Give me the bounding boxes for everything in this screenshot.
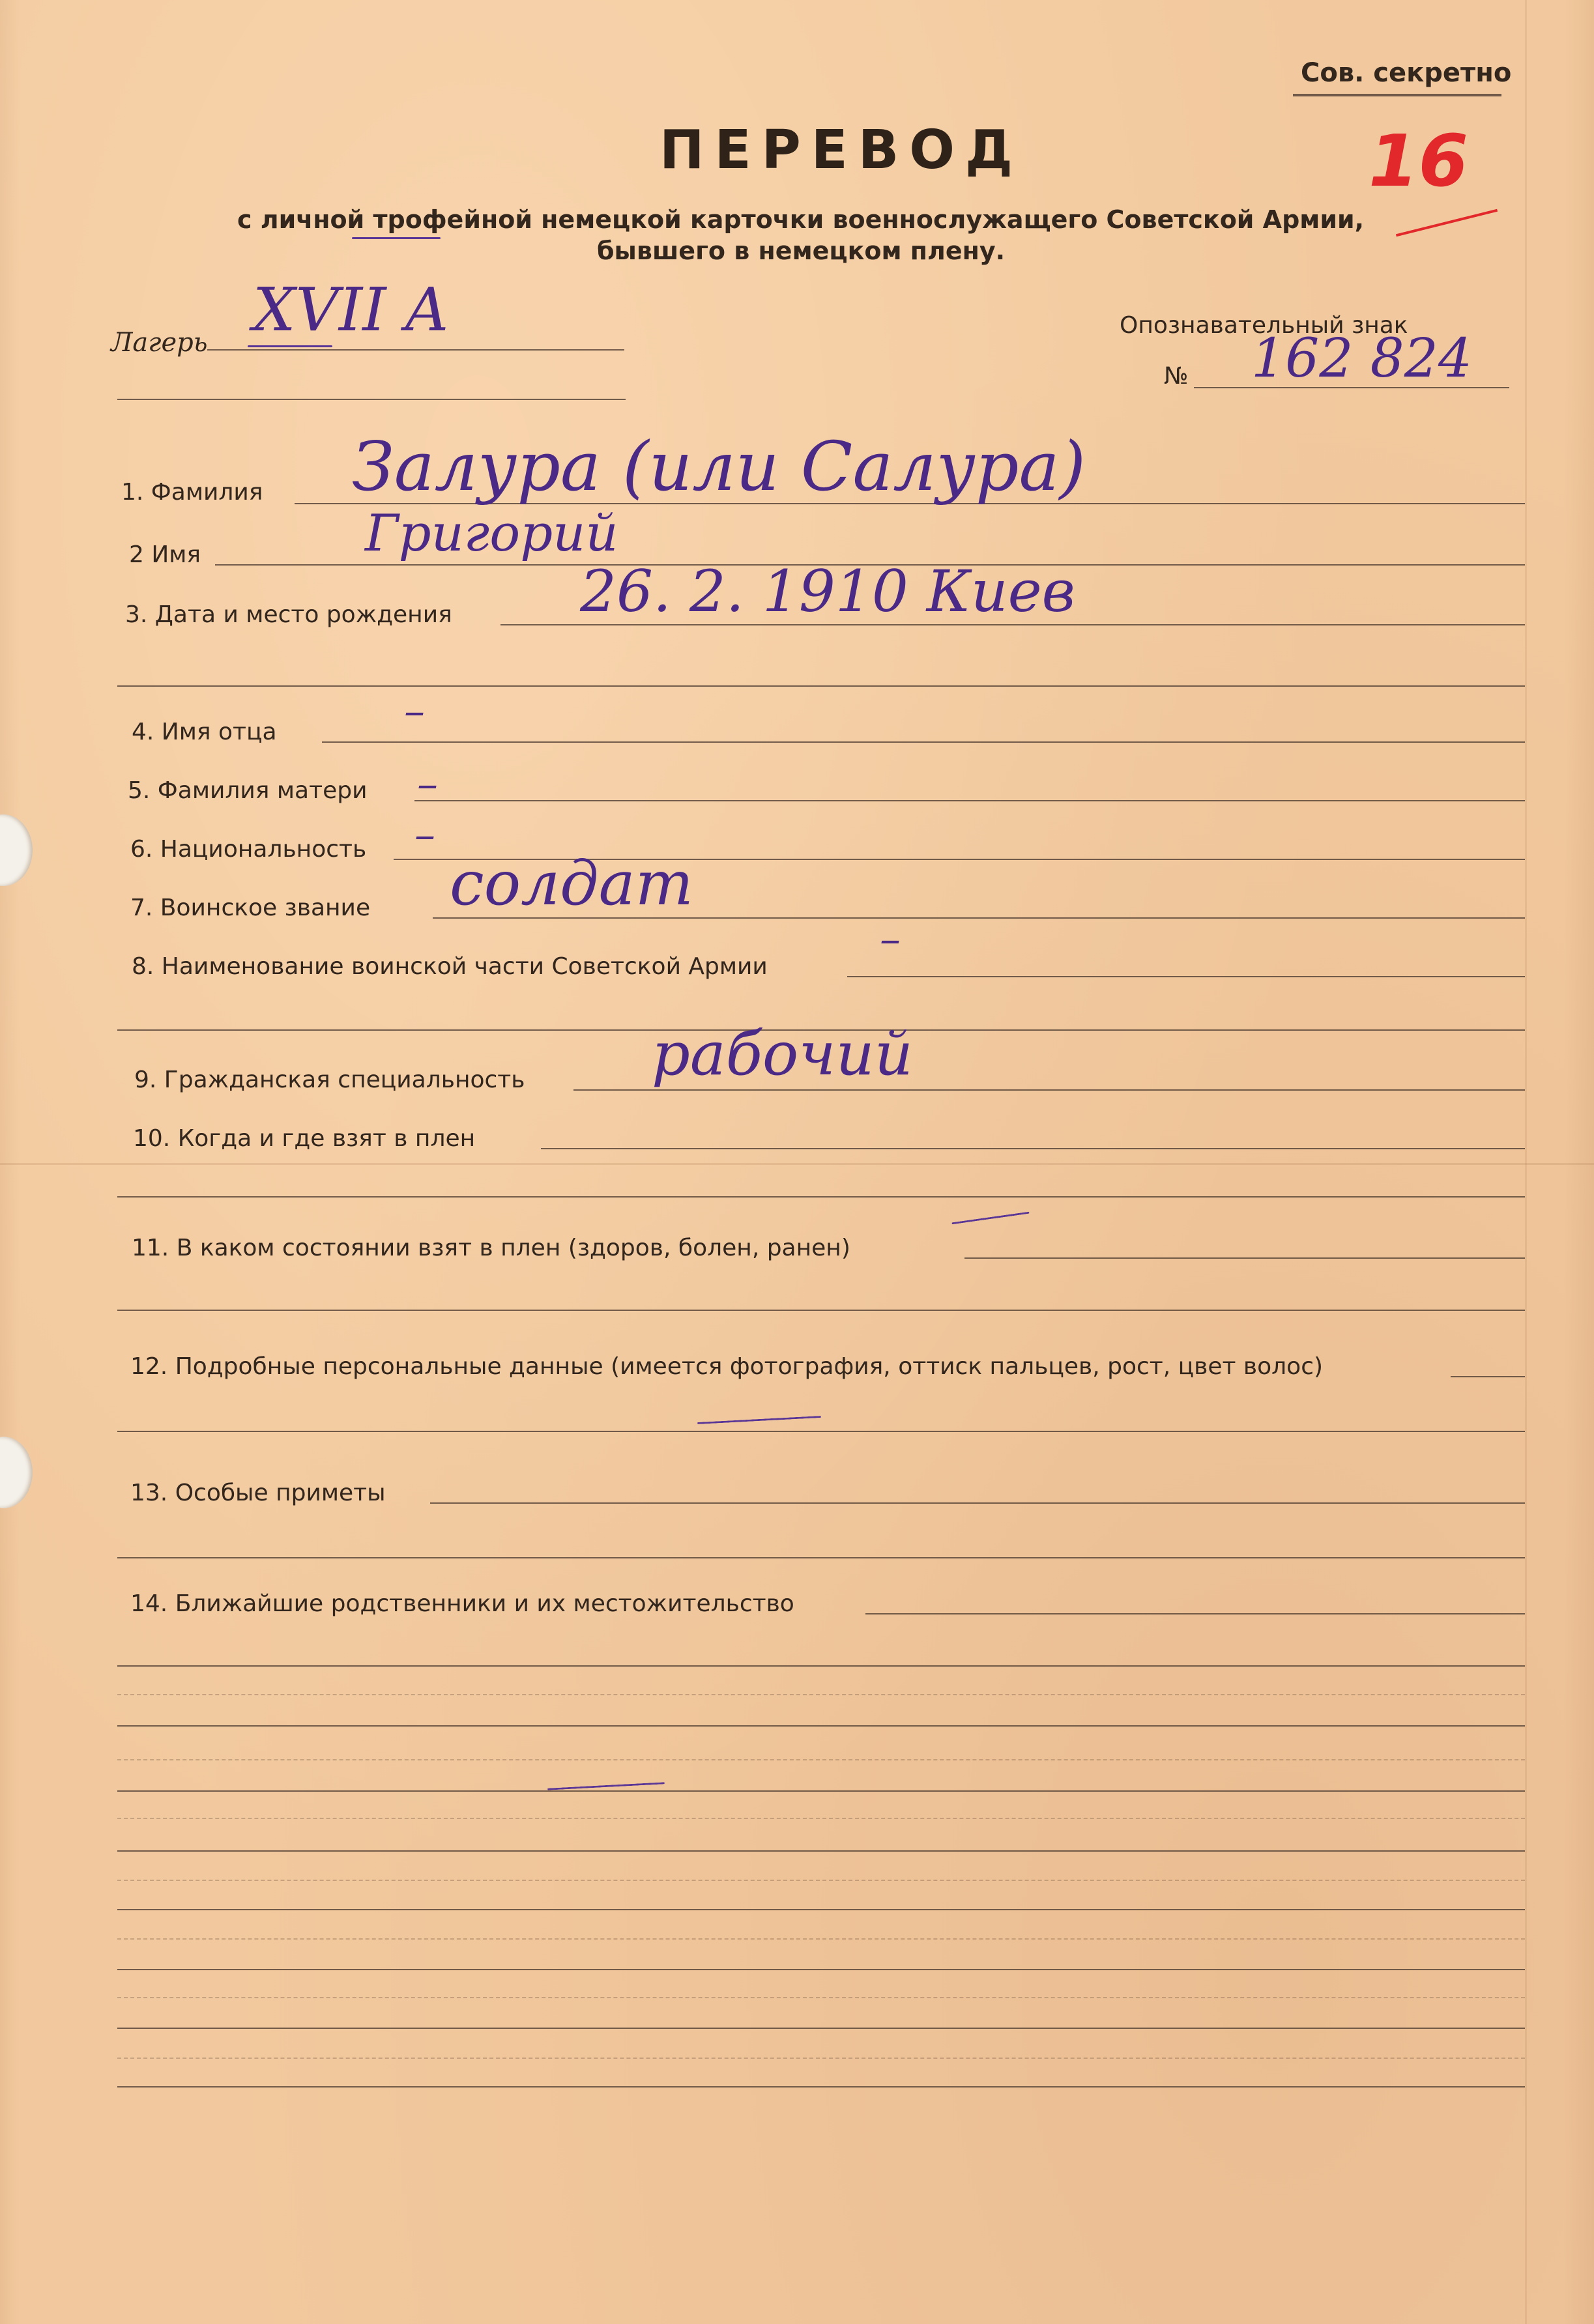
field-label: 7. Воинское звание bbox=[130, 895, 371, 921]
handwritten-underline bbox=[248, 345, 332, 347]
field-line bbox=[117, 2028, 1525, 2029]
id-tag-number-sign: № bbox=[1164, 363, 1189, 390]
mother-surname-value: – bbox=[417, 760, 438, 809]
id-tag-label: Опознавательный знак bbox=[1120, 312, 1408, 339]
field-label: 8. Наименование воинской части Советской Армии bbox=[132, 953, 768, 980]
surname-value: Залура (или Салура) bbox=[352, 427, 1086, 506]
camp-label: Лагерь bbox=[111, 328, 208, 358]
punch-hole bbox=[0, 814, 33, 886]
guide-rule bbox=[117, 1759, 1525, 1760]
camp-value: XVII A bbox=[253, 275, 449, 345]
field-line bbox=[964, 1257, 1525, 1259]
page-number-underline bbox=[1396, 209, 1498, 237]
field-line bbox=[117, 1310, 1525, 1311]
field-line bbox=[430, 1502, 1525, 1504]
paper-fold bbox=[0, 1163, 1594, 1165]
field-label: 5. Фамилия матери bbox=[128, 777, 368, 804]
field-line bbox=[322, 741, 1525, 743]
page-number: 16 bbox=[1369, 119, 1469, 203]
field-line bbox=[117, 1431, 1525, 1432]
field-label: 13. Особые приметы bbox=[130, 1480, 386, 1506]
field-label: 6. Национальность bbox=[130, 836, 367, 863]
birth-value: 26. 2. 1910 Киев bbox=[580, 558, 1075, 625]
id-tag-value: 162 824 bbox=[1251, 328, 1473, 390]
field-line bbox=[541, 1148, 1525, 1149]
field-line bbox=[1451, 1376, 1525, 1377]
father-name-value: – bbox=[404, 687, 425, 736]
rank-value: солдат bbox=[450, 848, 693, 919]
camp-line bbox=[207, 349, 624, 351]
guide-rule bbox=[117, 2058, 1525, 2059]
field-line bbox=[117, 2086, 1525, 2087]
field-line bbox=[117, 1196, 1525, 1198]
paper-fold bbox=[1525, 0, 1527, 2324]
field-label: 4. Имя отца bbox=[132, 719, 277, 745]
document-title: ПЕРЕВОД bbox=[659, 119, 1023, 181]
handwritten-dash bbox=[547, 1782, 665, 1790]
handwritten-dash bbox=[951, 1212, 1029, 1225]
field-label: 2 Имя bbox=[129, 541, 201, 568]
classification-stamp: Сов. секретно bbox=[1301, 58, 1512, 88]
field-label: 12. Подробные персональные данные (имеется фотография, оттиск пальцев, рост, цвет волос) bbox=[130, 1353, 1324, 1380]
document-subtitle: с личной трофейной немецкой карточки военнослужащего Советской Армии, bbox=[237, 205, 1365, 234]
field-label: 11. В каком состоянии взят в плен (здоров, болен, ранен) bbox=[132, 1235, 850, 1261]
punch-hole bbox=[0, 1437, 33, 1508]
guide-rule bbox=[117, 1694, 1525, 1695]
first-name-value: Григорий bbox=[365, 504, 618, 563]
field-line bbox=[117, 1665, 1525, 1667]
field-line bbox=[865, 1613, 1525, 1614]
unit-value: – bbox=[880, 915, 901, 964]
field-line bbox=[117, 1557, 1525, 1558]
field-label: 14. Ближайшие родственники и их местожительство bbox=[130, 1590, 794, 1617]
field-label: 3. Дата и место рождения bbox=[125, 601, 452, 628]
guide-rule bbox=[117, 1880, 1525, 1881]
document-subtitle: бывшего в немецком плену. bbox=[597, 237, 1006, 265]
field-line bbox=[847, 976, 1525, 977]
field-line bbox=[117, 1909, 1525, 1910]
field-label: 10. Когда и где взят в плен bbox=[133, 1125, 476, 1152]
handwritten-dash bbox=[697, 1416, 821, 1424]
camp-line-2 bbox=[117, 399, 626, 400]
field-label: 9. Гражданская специальность bbox=[134, 1067, 525, 1093]
profession-value: рабочий bbox=[652, 1019, 914, 1089]
nationality-value: – bbox=[414, 811, 435, 859]
field-line bbox=[117, 685, 1525, 687]
field-label: 1. Фамилия bbox=[121, 479, 263, 506]
guide-rule bbox=[117, 1997, 1525, 1998]
handwritten-underline bbox=[352, 237, 441, 239]
field-line bbox=[414, 800, 1525, 801]
field-line bbox=[117, 1790, 1525, 1792]
field-line bbox=[573, 1089, 1525, 1091]
guide-rule bbox=[117, 1818, 1525, 1819]
guide-rule bbox=[117, 1938, 1525, 1940]
field-line bbox=[117, 1850, 1525, 1852]
field-line bbox=[117, 1969, 1525, 1970]
classification-underline bbox=[1293, 94, 1501, 96]
field-line bbox=[117, 1725, 1525, 1727]
